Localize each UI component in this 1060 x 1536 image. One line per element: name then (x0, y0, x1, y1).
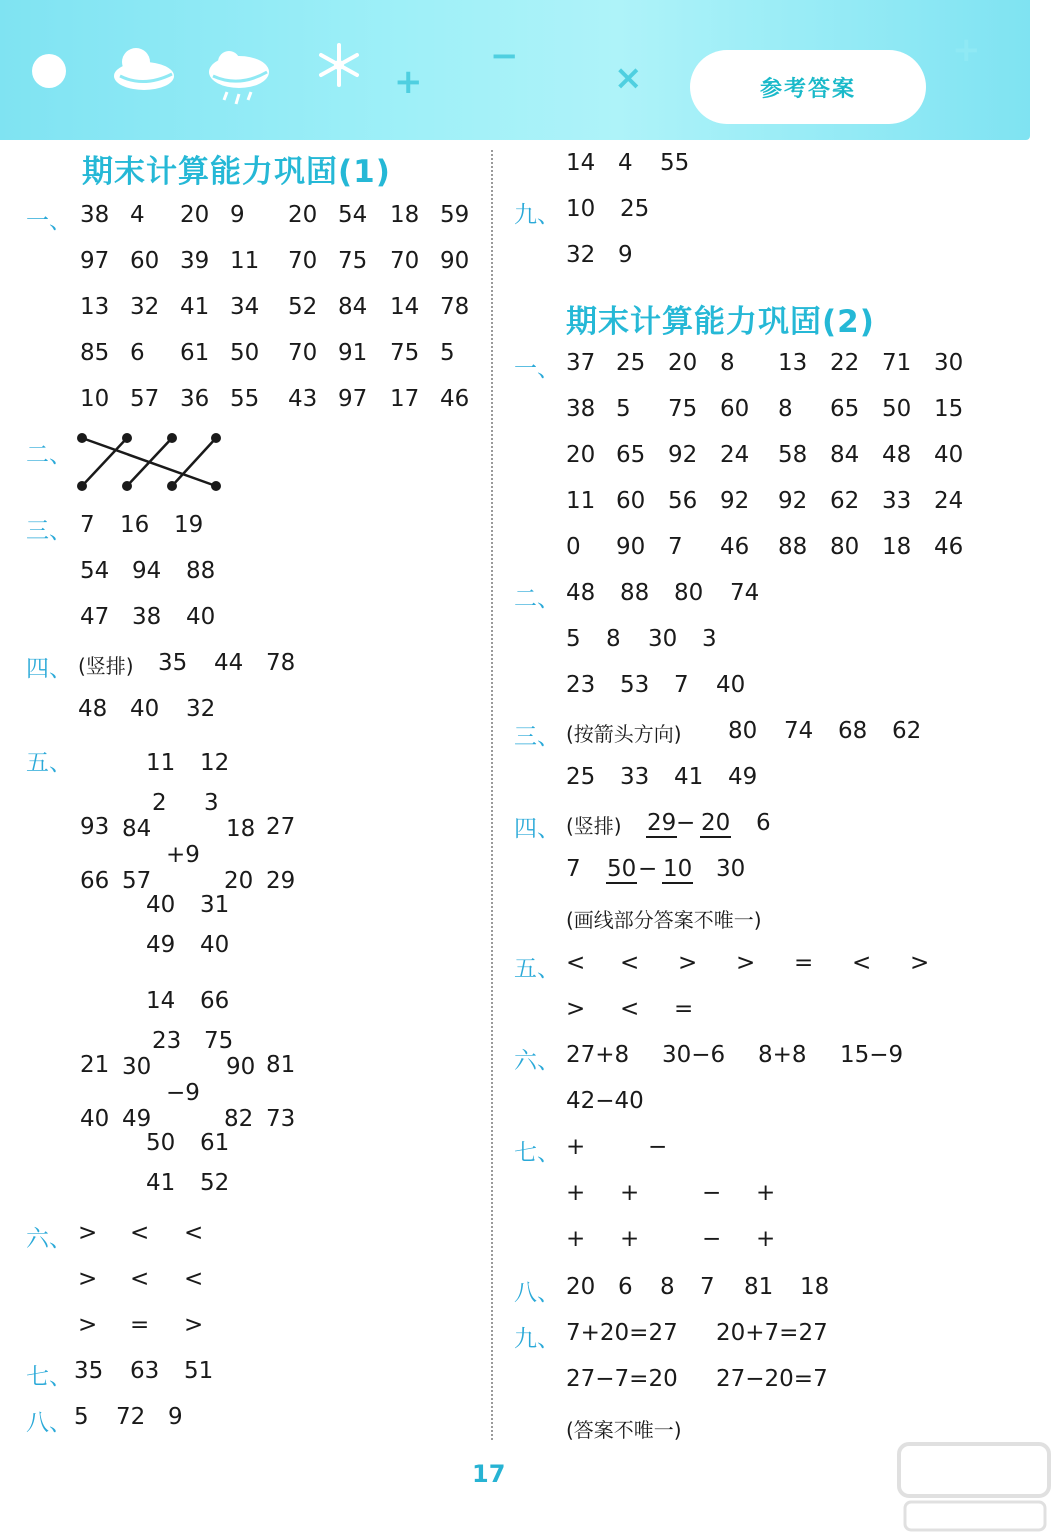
left-s1-cell: 39 (180, 248, 210, 274)
left-s3-cell: 88 (186, 558, 216, 584)
left-s1-cell: 54 (338, 202, 368, 228)
left-s1-cell: 75 (338, 248, 368, 274)
right-s4-note: (画线部分答案不唯一) (566, 908, 762, 932)
wheel-number: 73 (266, 1106, 296, 1132)
right-cont-cell: 14 (566, 150, 596, 176)
right-s1-cell: 92 (778, 488, 808, 514)
left-s4-prefix: (竖排) (78, 654, 134, 678)
right-s2-cell: 53 (620, 672, 650, 698)
right-s4-prefix: (竖排) (566, 814, 622, 838)
left-s3-cell: 47 (80, 604, 110, 630)
right-s1-cell: 30 (934, 350, 964, 376)
right-s5-cell: > (566, 996, 586, 1022)
right-s7-cell: + (620, 1180, 640, 1206)
left-s2-label: 二、 (26, 442, 72, 468)
column-divider (491, 150, 493, 1440)
left-s1-cell: 14 (390, 294, 420, 320)
left-s5-label: 五、 (26, 750, 72, 776)
right-s2-cell: 74 (730, 580, 760, 606)
right-s1-cell: 5 (616, 396, 631, 422)
plus-decoration-right: + (952, 30, 981, 70)
right-s8-cell: 8 (660, 1274, 675, 1300)
right-s1-cell: 80 (830, 534, 860, 560)
left-s8-cell: 72 (116, 1404, 146, 1430)
wheel-number: 93 (80, 814, 110, 840)
right-s9top-cell: 9 (618, 242, 633, 268)
left-s6-cell: < (130, 1220, 150, 1246)
right-s9top-cell: 25 (620, 196, 650, 222)
left-s4-label: 四、 (26, 656, 72, 682)
wheel-number: 3 (204, 790, 219, 816)
sun-icon (30, 52, 68, 90)
left-s3-label: 三、 (26, 518, 72, 544)
right-s2-cell: 48 (566, 580, 596, 606)
right-s8-cell: 6 (618, 1274, 633, 1300)
wheel-number: 75 (204, 1028, 234, 1054)
right-s4-r1-b: 20 (701, 810, 731, 836)
right-s2-cell: 40 (716, 672, 746, 698)
right-s4-r1-op: − (676, 810, 696, 836)
left-s1-cell: 17 (390, 386, 420, 412)
right-s6-cell: 42−40 (566, 1088, 644, 1114)
right-s1-cell: 20 (566, 442, 596, 468)
wheel-number: 57 (122, 868, 152, 894)
left-s1-cell: 90 (440, 248, 470, 274)
right-s1-cell: 65 (616, 442, 646, 468)
right-s6-cell: 15−9 (840, 1042, 904, 1068)
wheel-number: 90 (226, 1054, 256, 1080)
right-s1-cell: 65 (830, 396, 860, 422)
right-s2-cell: 23 (566, 672, 596, 698)
left-s1-cell: 55 (230, 386, 260, 412)
left-s1-cell: 46 (440, 386, 470, 412)
header-banner (0, 0, 1030, 140)
right-s7-cell: + (566, 1180, 586, 1206)
right-s2-cell: 8 (606, 626, 621, 652)
right-s1-cell: 22 (830, 350, 860, 376)
wheel-number: 49 (122, 1106, 152, 1132)
right-s1-cell: 24 (720, 442, 750, 468)
right-s1-cell: 62 (830, 488, 860, 514)
right-s7-cell: − (702, 1180, 722, 1206)
right-s6-label: 六、 (514, 1048, 560, 1074)
left-s1-cell: 91 (338, 340, 368, 366)
right-s1-cell: 88 (778, 534, 808, 560)
left-s6-cell: > (184, 1312, 204, 1338)
wheel-number: 66 (200, 988, 230, 1014)
left-s3-cell: 19 (174, 512, 204, 538)
right-s8-cell: 20 (566, 1274, 596, 1300)
right-s9-cell: 27−20=7 (716, 1366, 828, 1392)
left-s4-cell: 35 (158, 650, 188, 676)
wheel-number: 27 (266, 814, 296, 840)
right-s1-cell: 50 (882, 396, 912, 422)
right-s1-cell: 46 (720, 534, 750, 560)
right-s3-cell: 68 (838, 718, 868, 744)
wheel-number: 84 (122, 816, 152, 842)
matching-lines-diagram (70, 430, 230, 496)
wheel-number: 12 (200, 750, 230, 776)
wheel-number: 18 (226, 816, 256, 842)
right-s4-r2-c: 10 (663, 856, 693, 882)
right-cont-cell: 55 (660, 150, 690, 176)
right-s5-cell: = (794, 950, 814, 976)
wheel-number: 21 (80, 1052, 110, 1078)
right-s1-cell: 13 (778, 350, 808, 376)
right-s5-cell: = (674, 996, 694, 1022)
right-s1-cell: 8 (778, 396, 793, 422)
right-s3-cell: 49 (728, 764, 758, 790)
left-s6-cell: < (184, 1220, 204, 1246)
wheel-number: 14 (146, 988, 176, 1014)
wheel-number: 49 (146, 932, 176, 958)
right-s1-cell: 38 (566, 396, 596, 422)
left-s1-cell: 70 (390, 248, 420, 274)
left-s1-cell: 13 (80, 294, 110, 320)
left-s8-cell: 5 (74, 1404, 89, 1430)
left-s4-cell: 40 (130, 696, 160, 722)
right-s3-prefix: (按箭头方向) (566, 722, 682, 746)
left-s6-cell: > (78, 1312, 98, 1338)
right-s1-label: 一、 (514, 356, 560, 382)
right-s5-cell: < (620, 996, 640, 1022)
left-s7-cell: 51 (184, 1358, 214, 1384)
right-s1-cell: 8 (720, 350, 735, 376)
right-s4-r1-c: 6 (756, 810, 771, 836)
left-s1-cell: 6 (130, 340, 145, 366)
left-s1-cell: 78 (440, 294, 470, 320)
right-s2-cell: 80 (674, 580, 704, 606)
right-s1-cell: 40 (934, 442, 964, 468)
left-s1-cell: 60 (130, 248, 160, 274)
right-s9top-cell: 10 (566, 196, 596, 222)
left-s1-cell: 18 (390, 202, 420, 228)
right-s5-cell: < (620, 950, 640, 976)
plus-decoration: + (394, 62, 423, 102)
right-s1-cell: 11 (566, 488, 596, 514)
wheel-number: +9 (166, 842, 200, 868)
right-s1-cell: 48 (882, 442, 912, 468)
left-s6-cell: < (130, 1266, 150, 1292)
right-s3-cell: 33 (620, 764, 650, 790)
right-s7-cell: + (566, 1134, 586, 1160)
right-s5-cell: < (852, 950, 872, 976)
left-s1-cell: 34 (230, 294, 260, 320)
left-s7-label: 七、 (26, 1364, 72, 1390)
right-s1-cell: 15 (934, 396, 964, 422)
left-s1-cell: 52 (288, 294, 318, 320)
wheel-number: 66 (80, 868, 110, 894)
left-s1-cell: 61 (180, 340, 210, 366)
right-s8-label: 八、 (514, 1280, 560, 1306)
right-s8-cell: 7 (700, 1274, 715, 1300)
right-s7-cell: − (702, 1226, 722, 1252)
left-s1-cell: 97 (338, 386, 368, 412)
right-s7-cell: + (566, 1226, 586, 1252)
left-s1-cell: 38 (80, 202, 110, 228)
right-s3-cell: 80 (728, 718, 758, 744)
right-s9-cell: 27−7=20 (566, 1366, 678, 1392)
right-s1-cell: 71 (882, 350, 912, 376)
right-s1-cell: 20 (668, 350, 698, 376)
right-s5-cell: < (566, 950, 586, 976)
right-s1-cell: 37 (566, 350, 596, 376)
right-s1-cell: 33 (882, 488, 912, 514)
right-s1-cell: 75 (668, 396, 698, 422)
times-decoration: × (614, 58, 643, 98)
left-s1-cell: 70 (288, 340, 318, 366)
partly-cloudy-icon (110, 44, 176, 94)
right-s5-label: 五、 (514, 956, 560, 982)
right-s3-label: 三、 (514, 724, 560, 750)
left-title: 期末计算能力巩固(1) (82, 154, 391, 190)
right-s9-note: (答案不唯一) (566, 1418, 682, 1442)
left-s3-cell: 16 (120, 512, 150, 538)
left-s1-cell: 10 (80, 386, 110, 412)
wheel-number: 82 (224, 1106, 254, 1132)
left-s3-cell: 54 (80, 558, 110, 584)
watermark-logo (895, 1440, 1055, 1536)
wheel-number: 40 (80, 1106, 110, 1132)
right-s2-cell: 7 (674, 672, 689, 698)
right-s1-cell: 56 (668, 488, 698, 514)
right-s2-label: 二、 (514, 586, 560, 612)
left-s1-cell: 75 (390, 340, 420, 366)
left-s6-cell: > (78, 1266, 98, 1292)
left-s6-label: 六、 (26, 1226, 72, 1252)
left-s1-cell: 84 (338, 294, 368, 320)
left-s1-cell: 9 (230, 202, 245, 228)
left-s1-cell: 59 (440, 202, 470, 228)
left-s8-cell: 9 (168, 1404, 183, 1430)
right-s1-cell: 92 (668, 442, 698, 468)
snowflake-icon (316, 42, 362, 88)
right-s1-cell: 60 (616, 488, 646, 514)
wheel-number: 52 (200, 1170, 230, 1196)
right-s4-r2-op: − (638, 856, 658, 882)
left-s7-cell: 35 (74, 1358, 104, 1384)
left-s1-label: 一、 (26, 208, 72, 234)
wheel-number: 50 (146, 1130, 176, 1156)
left-s3-cell: 94 (132, 558, 162, 584)
left-s1-cell: 36 (180, 386, 210, 412)
rain-cloud-icon (205, 48, 271, 110)
right-s2-cell: 3 (702, 626, 717, 652)
left-s1-cell: 50 (230, 340, 260, 366)
right-s1-cell: 18 (882, 534, 912, 560)
right-s1-cell: 0 (566, 534, 581, 560)
wheel-number: 40 (146, 892, 176, 918)
right-s9top-cell: 32 (566, 242, 596, 268)
left-s4-cell: 78 (266, 650, 296, 676)
left-s6-cell: < (184, 1266, 204, 1292)
right-s4-r2-d: 30 (716, 856, 746, 882)
right-s9-cell: 20+7=27 (716, 1320, 828, 1346)
left-s7-cell: 63 (130, 1358, 160, 1384)
right-cont-cell: 4 (618, 150, 633, 176)
right-s1-cell: 7 (668, 534, 683, 560)
right-s4-label: 四、 (514, 816, 560, 842)
left-s6-cell: > (78, 1220, 98, 1246)
left-s1-cell: 57 (130, 386, 160, 412)
right-s1-cell: 90 (616, 534, 646, 560)
right-s1-cell: 25 (616, 350, 646, 376)
right-s5-cell: > (678, 950, 698, 976)
left-s1-cell: 41 (180, 294, 210, 320)
right-title: 期末计算能力巩固(2) (566, 304, 875, 340)
right-s6-cell: 27+8 (566, 1042, 630, 1068)
left-s1-cell: 85 (80, 340, 110, 366)
left-s3-cell: 7 (80, 512, 95, 538)
right-s3-cell: 41 (674, 764, 704, 790)
answer-key-badge: 参考答案 (690, 50, 926, 124)
minus-decoration: − (490, 36, 519, 76)
left-s1-cell: 11 (230, 248, 260, 274)
right-s8-cell: 81 (744, 1274, 774, 1300)
right-s1-cell: 92 (720, 488, 750, 514)
left-s1-cell: 97 (80, 248, 110, 274)
wheel-number: 11 (146, 750, 176, 776)
right-s7-cell: + (620, 1226, 640, 1252)
right-s1-cell: 84 (830, 442, 860, 468)
right-s9top-label: 九、 (514, 202, 560, 228)
right-s2-cell: 88 (620, 580, 650, 606)
left-s4-cell: 32 (186, 696, 216, 722)
left-s6-cell: = (130, 1312, 150, 1338)
wheel-number: 2 (152, 790, 167, 816)
right-s3-cell: 74 (784, 718, 814, 744)
right-s1-cell: 58 (778, 442, 808, 468)
right-s9-cell: 7+20=27 (566, 1320, 678, 1346)
right-s3-cell: 62 (892, 718, 922, 744)
right-s5-cell: > (910, 950, 930, 976)
left-s1-cell: 20 (288, 202, 318, 228)
wheel-number: 41 (146, 1170, 176, 1196)
left-s1-cell: 4 (130, 202, 145, 228)
left-s1-cell: 70 (288, 248, 318, 274)
left-s4-cell: 44 (214, 650, 244, 676)
right-s1-cell: 60 (720, 396, 750, 422)
right-s7-cell: + (756, 1180, 776, 1206)
wheel-number: 81 (266, 1052, 296, 1078)
right-s7-cell: + (756, 1226, 776, 1252)
left-s8-label: 八、 (26, 1410, 72, 1436)
right-s7-cell: − (648, 1134, 668, 1160)
left-s1-cell: 43 (288, 386, 318, 412)
right-s8-cell: 18 (800, 1274, 830, 1300)
right-s4-r2-b: 50 (607, 856, 637, 882)
page-number: 17 (472, 1460, 506, 1488)
right-s3-cell: 25 (566, 764, 596, 790)
right-s7-label: 七、 (514, 1140, 560, 1166)
right-s4-r1-a: 29 (647, 810, 677, 836)
wheel-number: 61 (200, 1130, 230, 1156)
wheel-number: 40 (200, 932, 230, 958)
right-s2-cell: 5 (566, 626, 581, 652)
wheel-number: 20 (224, 868, 254, 894)
wheel-number: 31 (200, 892, 230, 918)
right-s4-r2-a: 7 (566, 856, 581, 882)
right-s1-cell: 46 (934, 534, 964, 560)
wheel-number: 30 (122, 1054, 152, 1080)
right-s5-cell: > (736, 950, 756, 976)
left-s1-cell: 20 (180, 202, 210, 228)
left-s3-cell: 38 (132, 604, 162, 630)
left-s1-cell: 32 (130, 294, 160, 320)
right-s1-cell: 24 (934, 488, 964, 514)
left-s4-cell: 48 (78, 696, 108, 722)
wheel-number: 29 (266, 868, 296, 894)
right-s6-cell: 30−6 (662, 1042, 726, 1068)
right-s2-cell: 30 (648, 626, 678, 652)
left-s1-cell: 5 (440, 340, 455, 366)
left-s3-cell: 40 (186, 604, 216, 630)
wheel-number: 23 (152, 1028, 182, 1054)
right-s6-cell: 8+8 (758, 1042, 807, 1068)
wheel-number: −9 (166, 1080, 200, 1106)
right-s9-label: 九、 (514, 1326, 560, 1352)
